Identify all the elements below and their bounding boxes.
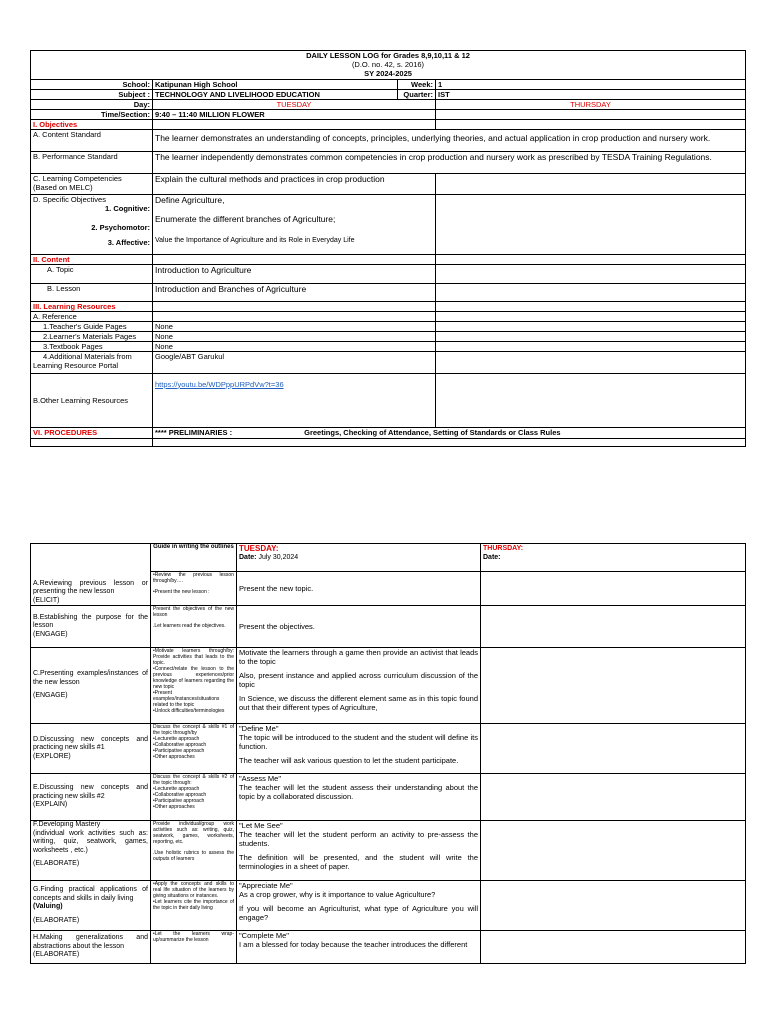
procedure-content-thursday — [481, 724, 746, 774]
objectives-heading: I. Objectives — [31, 119, 153, 129]
tuesday-date-label: Date: — [239, 554, 257, 561]
guide-header: Guide in writing the outlines — [151, 544, 237, 572]
textbook-value: None — [153, 341, 436, 351]
procedure-guide: •Motivate learners through/by: Provide activities that leads to the topic. •Connect/relate the lesson to the previous experiences/prior knowledge of learners regarding the new topic •Present examples/instances/situations related to the topic •Unlock difficulties/terminologies — [151, 648, 237, 724]
procedure-step-label: E.Discussing new concepts and practicing new skills #2 (EXPLAIN) — [31, 774, 151, 821]
procedure-guide: Provide individual/group work activities such as: writing, quiz, seatwork, games, worksheets, reporting, etc. .Use holistic rubrics to assess the outputs of learners — [151, 821, 237, 881]
content-standard-label: A. Content Standard — [31, 129, 153, 151]
other-resources-label: B.Other Learning Resources — [31, 373, 153, 427]
topic-text: Introduction to Agriculture — [153, 264, 436, 283]
content-standard-row — [31, 129, 746, 151]
procedure-content-thursday — [481, 821, 746, 881]
procedures-header-row — [31, 544, 746, 572]
content-standard-text: The learner demonstrates an understanding of concepts, principles, underlying theories, and actual application in crop production and nursery work. — [153, 129, 746, 151]
other-resources-row — [31, 373, 746, 427]
competencies-row — [31, 173, 746, 194]
valuing-label: (Valuing) — [33, 903, 63, 910]
affective-label: 3. Affective: — [107, 237, 150, 247]
thursday-label: THURSDAY: — [483, 545, 524, 552]
reference-label: A. Reference — [31, 311, 153, 321]
school-year: SY 2024-2025 — [31, 69, 746, 79]
school-label: School: — [31, 79, 153, 89]
procedure-step-label: D.Discussing new concepts and practicing new skills #1 (EXPLORE) — [31, 724, 151, 774]
performance-standard-label: B. Performance Standard — [31, 151, 153, 173]
procedure-row — [31, 724, 746, 774]
additional-sublabel: Learning Resource Portal — [33, 360, 119, 370]
day-tuesday: TUESDAY — [153, 99, 436, 109]
procedure-row — [31, 648, 746, 724]
day-label: Day: — [31, 99, 153, 109]
tuesday-label: TUESDAY: — [239, 544, 279, 553]
quarter-value: IST — [436, 89, 746, 99]
procedure-step-label: H.Making generalizations and abstractions about the lesson (ELABORATE) — [31, 931, 151, 964]
day-row — [31, 99, 746, 109]
procedure-guide: •Let the learners wrap-up/summarize the lesson — [151, 931, 237, 964]
psychomotor-text: Enumerate the different branches of Agriculture; — [155, 213, 336, 224]
performance-standard-row — [31, 151, 746, 173]
procedure-step-label: G.Finding practical applications of concepts and skills in daily living (Valuing) (ELABORATE) — [31, 881, 151, 931]
time-value: 9:40 – 11:40 MILLION FLOWER — [153, 109, 436, 119]
procedure-content-tuesday: Present the objectives. — [237, 606, 481, 648]
elaborate-label: (ELABORATE) — [33, 916, 80, 924]
title-row — [31, 51, 746, 61]
additional-value: Google/ABT Garukul — [153, 351, 436, 373]
procedure-row — [31, 931, 746, 964]
subject-label: Subject : — [31, 89, 153, 99]
procedure-row — [31, 572, 746, 606]
competencies-text: Explain the cultural methods and practices in crop production — [153, 173, 436, 194]
day-thursday: THURSDAY — [436, 99, 746, 109]
procedure-guide: Present the objectives of the new lesson .Let learners read the objectives. — [151, 606, 237, 648]
topic-row — [31, 264, 746, 283]
content-heading: II. Content — [31, 254, 153, 264]
preliminaries-text: Greetings, Checking of Attendance, Setting of Standards or Class Rules — [304, 427, 561, 437]
cognitive-text: Define Agriculture, — [155, 194, 225, 205]
affective-text: Value the Importance of Agriculture and its Role in Everyday Life — [155, 236, 355, 244]
additional-label: 4.Additional Materials from — [43, 351, 132, 361]
procedure-content-tuesday: Present the new topic. — [237, 572, 481, 606]
lesson-row — [31, 283, 746, 301]
procedure-content-tuesday: "Define Me" The topic will be introduced to the student and the student will define its function. The teacher will ask various question to let the student participate. — [237, 724, 481, 774]
procedure-content-thursday — [481, 931, 746, 964]
preliminaries-label: **** PRELIMINARIES : — [155, 427, 233, 437]
daily-lesson-log-table — [30, 50, 746, 447]
procedure-row — [31, 881, 746, 931]
topic-label: A. Topic — [31, 264, 153, 283]
school-value: Katipunan High School — [153, 79, 398, 89]
procedure-content-tuesday: Motivate the learners through a game then provide an activist that leads to the topic Also, present instance and applied across curriculum discussion of the topic In Science, we discuss the different element same as in this topic found out that their different types of Agriculture, — [237, 648, 481, 724]
competencies-label: C. Learning Competencies — [33, 173, 122, 183]
performance-standard-text: The learner independently demonstrates common competencies in crop production and nursery work as prescribed by TESDA Training Regulations. — [153, 151, 746, 173]
procedure-row — [31, 606, 746, 648]
procedure-content-thursday — [481, 606, 746, 648]
tuesday-date: July 30,2024 — [258, 554, 299, 561]
psychomotor-label: 2. Psychomotor: — [91, 222, 150, 232]
procedure-step-label: F.Developing Mastery (individual work activities such as: writing, quiz, seatwork, games, worksheets , etc.) (ELABORATE) — [31, 821, 151, 881]
procedures-table — [30, 543, 746, 964]
subject-row — [31, 89, 746, 99]
procedure-guide: Discuss the concept & skills #2 of the topic through: •Lecturette approach •Collaborative approach •Participative approach •Other approaches — [151, 774, 237, 821]
procedure-content-tuesday: "Appreciate Me" As a crop grower, why is it importance to value Agriculture? If you will become an Agriculturist, what type of Agriculture you will engage? — [237, 881, 481, 931]
procedures-row — [31, 427, 746, 438]
procedure-content-thursday — [481, 572, 746, 606]
procedure-content-tuesday: "Let Me See" The teacher will let the student perform an activity to pre-assess the students. The definition will be presented, and the student will write the terminologies in a sheet of paper. — [237, 821, 481, 881]
competencies-sublabel: (Based on MELC) — [33, 182, 93, 192]
additional-materials-row — [31, 351, 746, 373]
learners-materials-value: None — [153, 331, 436, 341]
procedure-row — [31, 774, 746, 821]
time-row — [31, 109, 746, 119]
cognitive-label: 1. Cognitive: — [104, 203, 150, 213]
teachers-guide-value: None — [153, 321, 436, 331]
procedure-guide: •Apply the concepts and skills to real life situation of the learners by giving situations or instances. •Let learners cite the importance of the topic in their daily living — [151, 881, 237, 931]
learners-materials-label: 2.Learner's Materials Pages — [31, 331, 153, 341]
week-label: Week: — [398, 79, 436, 89]
teachers-guide-label: 1.Teacher's Guide Pages — [31, 321, 153, 331]
procedure-guide: Discuss the concept & skills #1 of the topic through/by •Lecturette approach •Collaborative approach •Participative approach •Other approaches — [151, 724, 237, 774]
procedure-step-label: A.Reviewing previous lesson or presenting the new lesson (ELICIT) — [31, 572, 151, 606]
time-label: Time/Section: — [31, 109, 153, 119]
subject-value: TECHNOLOGY AND LIVELIHOOD EDUCATION — [153, 89, 398, 99]
procedures-heading: VI. PROCEDURES — [31, 427, 153, 438]
procedure-step-label: C.Presenting examples/instances of the new lesson (ENGAGE) — [31, 648, 151, 724]
resources-heading: III. Learning Resources — [31, 301, 153, 311]
lesson-label: B. Lesson — [31, 283, 153, 301]
school-row — [31, 79, 746, 89]
lesson-text: Introduction and Branches of Agriculture — [153, 283, 436, 301]
procedure-content-thursday — [481, 648, 746, 724]
quarter-label: Quarter: — [398, 89, 436, 99]
procedure-content-tuesday: "Assess Me" The teacher will let the student assess their understanding about the topic by a collaborated discussion. — [237, 774, 481, 821]
procedure-content-thursday — [481, 774, 746, 821]
procedure-content-thursday — [481, 881, 746, 931]
log-title: DAILY LESSON LOG for Grades 8,9,10,11 & 12 — [31, 51, 746, 61]
order-number: (D.O. no. 42, s. 2016) — [31, 60, 746, 69]
procedure-guide: •Review the previous lesson through/by…. •Present the new lesson : — [151, 572, 237, 606]
textbook-label: 3.Textbook Pages — [31, 341, 153, 351]
procedure-content-tuesday: "Complete Me" I am a blessed for today because the teacher introduces the different — [237, 931, 481, 964]
specific-objectives-row — [31, 194, 746, 254]
thursday-date-label: Date: — [483, 554, 501, 561]
procedure-step-label: B.Establishing the purpose for the lesson (ENGAGE) — [31, 606, 151, 648]
week-value: 1 — [436, 79, 746, 89]
specific-objectives-label: D. Specific Objectives — [33, 194, 106, 204]
youtube-link[interactable]: https://youtu.be/WDPppURPdVw?t=36 — [155, 379, 284, 389]
procedure-row — [31, 821, 746, 881]
